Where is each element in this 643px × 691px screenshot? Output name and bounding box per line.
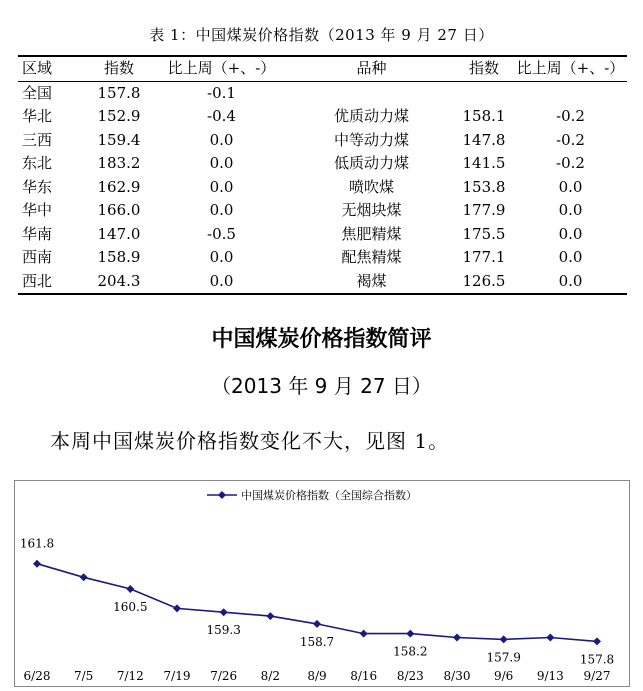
table-row (18, 105, 627, 129)
data-point (80, 573, 88, 581)
chart-legend (207, 488, 417, 502)
cell-change: 0.0 (209, 130, 234, 149)
x-tick-label: 9/13 (536, 669, 564, 683)
cell-region: 西北 (22, 271, 53, 290)
x-tick-label: 9/27 (583, 669, 611, 683)
data-label: 157.9 (486, 650, 521, 665)
cell-type: 无烟块煤 (341, 201, 402, 219)
data-point (500, 635, 508, 643)
cell-type-index: 175.5 (462, 224, 506, 243)
data-label: 161.8 (19, 536, 55, 551)
table-row (18, 152, 627, 176)
cell-region: 全国 (22, 83, 53, 102)
cell-change: 0.0 (209, 154, 234, 172)
cell-type: 焦肥精煤 (341, 224, 402, 243)
cell-region: 华中 (22, 201, 53, 219)
table-row (18, 246, 627, 270)
data-point (173, 604, 181, 612)
cell-type-change (514, 81, 627, 105)
table-row (18, 176, 627, 200)
chart-frame (14, 480, 630, 687)
x-tick-label: 6/28 (23, 669, 51, 683)
cell-type-index: 153.8 (462, 177, 506, 196)
cell-region: 华南 (22, 224, 53, 243)
cell-type-index: 158.1 (462, 107, 506, 125)
data-point (313, 620, 321, 628)
cell-type: 配焦精煤 (341, 248, 402, 266)
cell-type-index: 141.5 (462, 154, 506, 172)
x-tick-label: 8/2 (260, 669, 280, 683)
cell-type-change: 0.0 (558, 271, 583, 290)
table-row (18, 129, 627, 153)
header-region: 区域 (22, 59, 53, 77)
data-point (546, 633, 554, 641)
cell-index: 183.2 (97, 154, 141, 172)
cell-region: 华东 (22, 177, 53, 196)
review-paragraph: 本周中国煤炭价格指数变化不大，见图 1。 (50, 429, 450, 453)
cell-region: 华北 (22, 107, 53, 125)
cell-type: 优质动力煤 (333, 107, 409, 125)
x-tick-label: 8/9 (307, 669, 327, 683)
table-row (18, 270, 627, 295)
cell-region: 三西 (22, 130, 53, 149)
x-tick-label: 7/26 (210, 669, 238, 683)
cell-type-index: 147.8 (462, 130, 506, 149)
review-heading: 中国煤炭价格指数简评 (211, 327, 432, 352)
cell-type-change: 0.0 (558, 177, 583, 196)
header-type-change: 比上周（+、-） (516, 59, 625, 77)
cell-region: 东北 (22, 154, 53, 172)
cell-type-change: 0.0 (558, 224, 583, 243)
data-label: 158.2 (393, 644, 428, 659)
x-tick-label: 7/5 (74, 669, 94, 683)
data-point (360, 630, 368, 638)
header-type: 品种 (356, 59, 387, 77)
data-label: 158.7 (299, 634, 335, 649)
index-line-chart (15, 481, 629, 686)
data-point (266, 612, 274, 620)
data-point (126, 585, 134, 593)
x-tick-label: 7/12 (116, 669, 144, 683)
data-label: 159.3 (206, 623, 241, 638)
cell-type-change: -0.2 (556, 107, 585, 125)
table-row (18, 81, 627, 105)
data-point (453, 633, 461, 641)
cell-type (289, 81, 454, 105)
plot-area (20, 537, 614, 683)
table-header-row (18, 56, 627, 81)
data-point (406, 630, 414, 638)
x-tick-label: 9/6 (494, 669, 514, 683)
x-tick-label: 8/30 (443, 669, 471, 683)
table-caption: 表 1：中国煤炭价格指数（2013 年 9 月 27 日） (149, 26, 494, 44)
table-row (18, 223, 627, 247)
data-point (33, 560, 41, 568)
header-type-index: 指数 (468, 59, 499, 77)
cell-type-change: 0.0 (558, 201, 583, 219)
cell-index: 162.9 (97, 177, 141, 196)
data-label: 157.8 (579, 652, 615, 667)
cell-type: 中等动力煤 (333, 130, 409, 149)
cell-change: 0.0 (209, 177, 234, 196)
data-point (220, 608, 228, 616)
cell-type-index (454, 81, 514, 105)
header-index: 指数 (103, 59, 134, 77)
cell-type-index: 177.9 (462, 201, 506, 219)
data-label: 160.5 (113, 599, 148, 614)
cell-type-change: -0.2 (556, 154, 585, 172)
cell-index: 147.0 (97, 224, 141, 243)
data-point (593, 637, 601, 645)
cell-index: 152.9 (97, 107, 141, 125)
table-row (18, 199, 627, 223)
cell-type-index: 177.1 (462, 248, 506, 266)
cell-index: 166.0 (97, 201, 141, 219)
cell-change: 0.0 (209, 271, 234, 290)
cell-type: 褐煤 (356, 271, 387, 290)
cell-index: 159.4 (97, 130, 141, 149)
x-tick-label: 8/23 (396, 669, 424, 683)
cell-change: -0.5 (207, 224, 236, 243)
header-change: 比上周（+、-） (167, 59, 276, 77)
legend-marker (218, 491, 226, 499)
cell-change: 0.0 (209, 248, 234, 266)
cell-index: 204.3 (97, 271, 141, 290)
x-tick-label: 7/19 (163, 669, 191, 683)
cell-type: 喷吹煤 (348, 177, 394, 196)
cell-type-change: -0.2 (556, 130, 585, 149)
x-tick-label: 8/16 (350, 669, 378, 683)
cell-change: -0.4 (207, 107, 236, 125)
coal-price-index-table (18, 55, 627, 295)
cell-change: 0.0 (209, 201, 234, 219)
legend-label: 中国煤炭价格指数（全国综合指数） (241, 489, 417, 502)
cell-change: -0.1 (207, 83, 236, 102)
cell-type-change: 0.0 (558, 248, 583, 266)
cell-index: 157.8 (97, 83, 141, 102)
cell-index: 158.9 (97, 248, 141, 266)
review-date: （2013 年 9 月 27 日） (211, 374, 432, 398)
cell-region: 西南 (22, 248, 53, 266)
cell-type: 低质动力煤 (333, 154, 409, 172)
cell-type-index: 126.5 (462, 271, 506, 290)
